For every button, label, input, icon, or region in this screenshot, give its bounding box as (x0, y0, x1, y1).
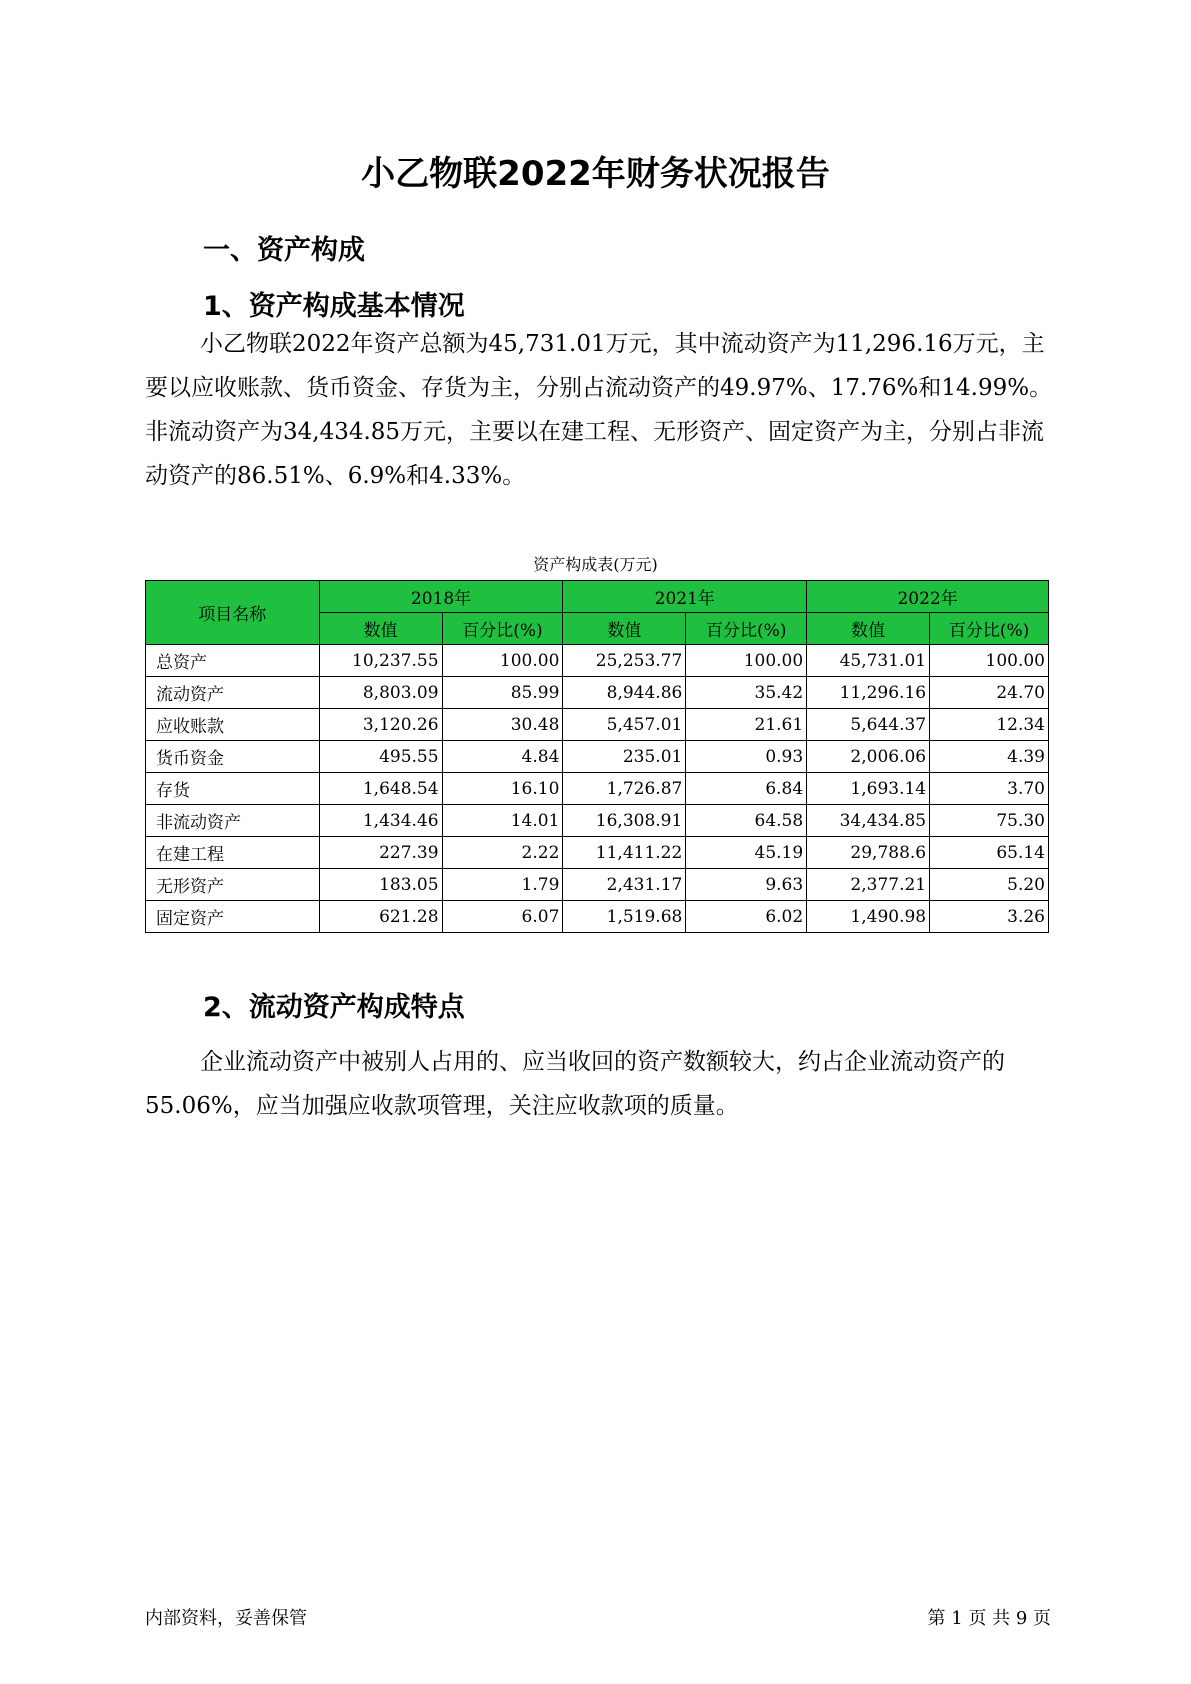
header-percent: 百分比(%) (930, 613, 1049, 645)
cell-percent: 5.20 (930, 869, 1049, 901)
paragraph-asset-summary: 小乙物联2022年资产总额为45,731.01万元，其中流动资产为11,296.16万元，主要以应收账款、货币资金、存货为主，分别占流动资产的49.97%、17.76%和14.99%。非流动资产为34,434.85万元，主要以在建工程、无形资产、固定资产为主，分别占非流动资产的86.51%、6.9%和4.33%。 (145, 331, 1053, 489)
cell-percent: 35.42 (686, 677, 807, 709)
cell-percent: 21.61 (686, 709, 807, 741)
cell-percent: 6.02 (686, 901, 807, 933)
cell-percent: 2.22 (442, 837, 563, 869)
header-year-2022: 2022年 (807, 581, 1049, 613)
cell-value: 11,296.16 (807, 677, 930, 709)
cell-percent: 0.93 (686, 741, 807, 773)
page-title: 小乙物联2022年财务状况报告 (361, 154, 830, 194)
cell-value: 183.05 (319, 869, 442, 901)
cell-percent: 45.19 (686, 837, 807, 869)
header-item-name: 项目名称 (146, 581, 320, 645)
header-value: 数值 (319, 613, 442, 645)
row-name: 固定资产 (146, 901, 320, 933)
table-row (146, 773, 1049, 805)
cell-value: 16,308.91 (563, 805, 686, 837)
cell-value: 2,431.17 (563, 869, 686, 901)
header-year-2018: 2018年 (319, 581, 563, 613)
cell-value: 2,377.21 (807, 869, 930, 901)
cell-value: 45,731.01 (807, 645, 930, 677)
cell-percent: 30.48 (442, 709, 563, 741)
row-name: 无形资产 (146, 869, 320, 901)
cell-percent: 85.99 (442, 677, 563, 709)
row-name: 在建工程 (146, 837, 320, 869)
table-row (146, 677, 1049, 709)
header-percent: 百分比(%) (442, 613, 563, 645)
cell-percent: 3.26 (930, 901, 1049, 933)
cell-percent: 6.07 (442, 901, 563, 933)
cell-value: 3,120.26 (319, 709, 442, 741)
cell-percent: 9.63 (686, 869, 807, 901)
table-row (146, 645, 1049, 677)
cell-percent: 65.14 (930, 837, 1049, 869)
table-row (146, 709, 1049, 741)
header-percent: 百分比(%) (686, 613, 807, 645)
header-value: 数值 (807, 613, 930, 645)
header-year-2021: 2021年 (563, 581, 807, 613)
cell-percent: 4.39 (930, 741, 1049, 773)
cell-value: 8,803.09 (319, 677, 442, 709)
cell-percent: 100.00 (930, 645, 1049, 677)
cell-value: 1,726.87 (563, 773, 686, 805)
paragraph-current-assets: 企业流动资产中被别人占用的、应当收回的资产数额较大，约占企业流动资产的55.06%，应当加强应收款项管理，关注应收款项的质量。 (145, 1049, 1005, 1119)
cell-value: 2,006.06 (807, 741, 930, 773)
cell-value: 235.01 (563, 741, 686, 773)
table-row (146, 741, 1049, 773)
cell-percent: 12.34 (930, 709, 1049, 741)
cell-value: 1,490.98 (807, 901, 930, 933)
cell-percent: 4.84 (442, 741, 563, 773)
table-row (146, 869, 1049, 901)
subsection-heading-basic: 1、资产构成基本情况 (203, 291, 465, 322)
cell-percent: 1.79 (442, 869, 563, 901)
cell-value: 5,457.01 (563, 709, 686, 741)
row-name: 存货 (146, 773, 320, 805)
cell-percent: 3.70 (930, 773, 1049, 805)
cell-percent: 100.00 (686, 645, 807, 677)
cell-percent: 14.01 (442, 805, 563, 837)
row-name: 非流动资产 (146, 805, 320, 837)
cell-percent: 6.84 (686, 773, 807, 805)
cell-value: 8,944.86 (563, 677, 686, 709)
cell-value: 1,693.14 (807, 773, 930, 805)
cell-value: 25,253.77 (563, 645, 686, 677)
cell-value: 495.55 (319, 741, 442, 773)
table-row (146, 805, 1049, 837)
cell-percent: 64.58 (686, 805, 807, 837)
table-caption: 资产构成表(万元) (533, 555, 658, 574)
row-name: 总资产 (146, 645, 320, 677)
cell-value: 1,519.68 (563, 901, 686, 933)
header-value: 数值 (563, 613, 686, 645)
cell-percent: 100.00 (442, 645, 563, 677)
asset-composition-table (145, 580, 1049, 933)
cell-value: 227.39 (319, 837, 442, 869)
cell-value: 1,434.46 (319, 805, 442, 837)
page-number: 第 1 页 共 9 页 (927, 1608, 1051, 1629)
table-row (146, 837, 1049, 869)
section-heading-asset-composition: 一、资产构成 (203, 235, 365, 266)
row-name: 应收账款 (146, 709, 320, 741)
cell-value: 34,434.85 (807, 805, 930, 837)
table-row (146, 901, 1049, 933)
cell-value: 5,644.37 (807, 709, 930, 741)
footer-confidential-note: 内部资料，妥善保管 (145, 1608, 307, 1629)
cell-percent: 75.30 (930, 805, 1049, 837)
cell-percent: 24.70 (930, 677, 1049, 709)
cell-value: 10,237.55 (319, 645, 442, 677)
cell-value: 621.28 (319, 901, 442, 933)
subsection-heading-current-assets: 2、流动资产构成特点 (203, 992, 465, 1023)
row-name: 货币资金 (146, 741, 320, 773)
cell-value: 29,788.6 (807, 837, 930, 869)
cell-value: 11,411.22 (563, 837, 686, 869)
cell-value: 1,648.54 (319, 773, 442, 805)
cell-percent: 16.10 (442, 773, 563, 805)
row-name: 流动资产 (146, 677, 320, 709)
